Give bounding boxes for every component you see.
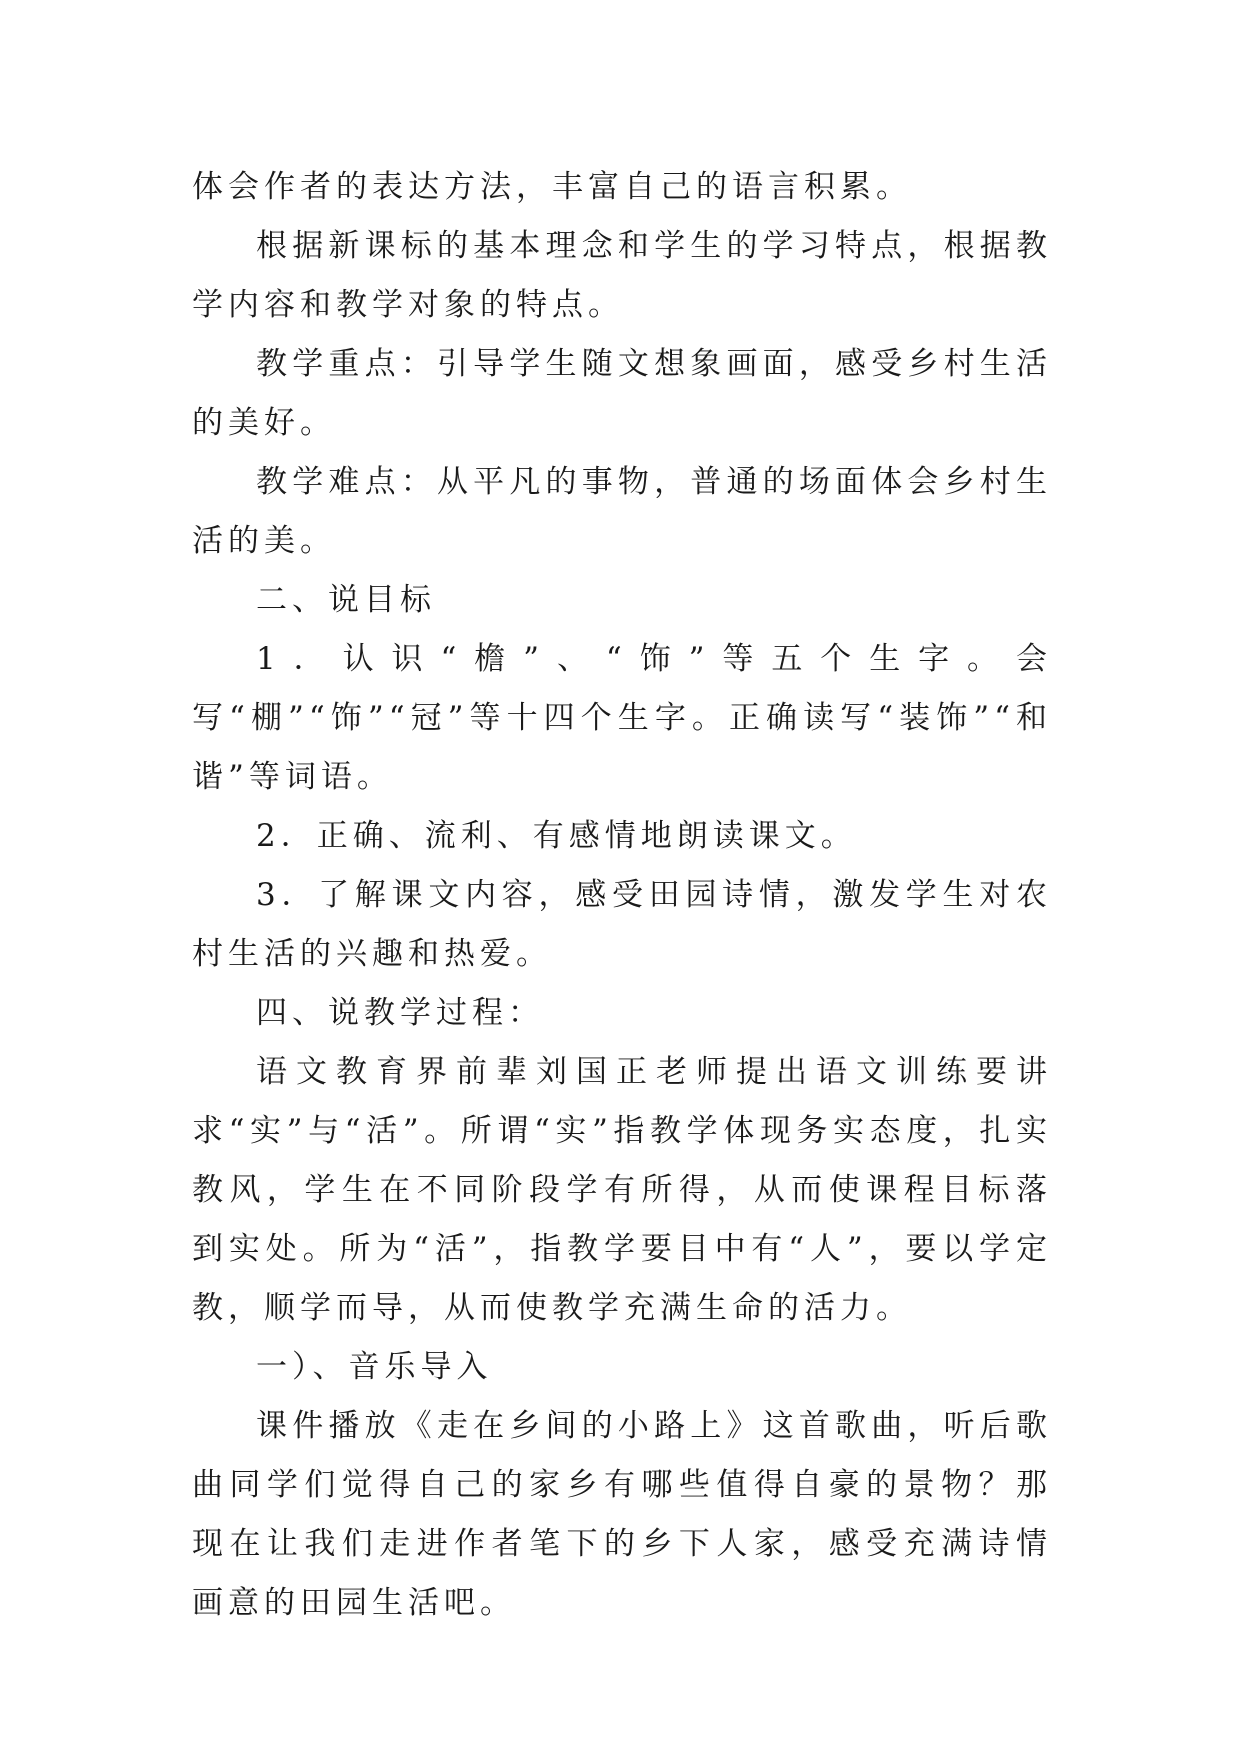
paragraph-teaching-difficulty: 教学难点：从平凡的事物，普通的场面体会乡村生活的美。 [192, 464, 1052, 559]
section-heading-objectives: 二、说目标 [256, 582, 436, 618]
paragraph-expression-methods: 体会作者的表达方法，丰富自己的语言积累。 [192, 169, 912, 205]
section-heading-teaching-process: 四、说教学过程： [256, 995, 544, 1031]
paragraph-teaching-philosophy: 语文教育界前辈刘国正老师提出语文训练要讲求“实”与“活”。所谓“实”指教学体现务实态度，扎实教风，学生在不同阶段学有所得，从而使课程目标落到实处。所为“活”，指教学要目中有“人”，要以学定教，顺学而导，从而使教学充满生命的活力。 [192, 1054, 1052, 1326]
paragraph-music-intro: 课件播放《走在乡间的小路上》这首歌曲，听后歌曲同学们觉得自己的家乡有哪些值得自豪的景物？那现在让我们走进作者笔下的乡下人家，感受充满诗情画意的田园生活吧。 [192, 1408, 1052, 1621]
objective-item-3: 3．了解课文内容，感受田园诗情，激发学生对农村生活的兴趣和热爱。 [192, 877, 1052, 972]
paragraph-teaching-focus: 教学重点：引导学生随文想象画面，感受乡村生活的美好。 [192, 346, 1052, 441]
objective-item-2: 2．正确、流利、有感情地朗读课文。 [256, 818, 857, 854]
paragraph-curriculum-basis: 根据新课标的基本理念和学生的学习特点，根据教学内容和教学对象的特点。 [192, 228, 1052, 323]
document-body [192, 158, 1052, 1633]
objective-item-1: 1．认识“檐”、“饰”等五个生字。会写“棚”“饰”“冠”等十四个生字。正确读写“装饰”“和谐”等词语。 [192, 641, 1052, 795]
subsection-heading-music-intro: 一）、音乐导入 [256, 1349, 493, 1385]
